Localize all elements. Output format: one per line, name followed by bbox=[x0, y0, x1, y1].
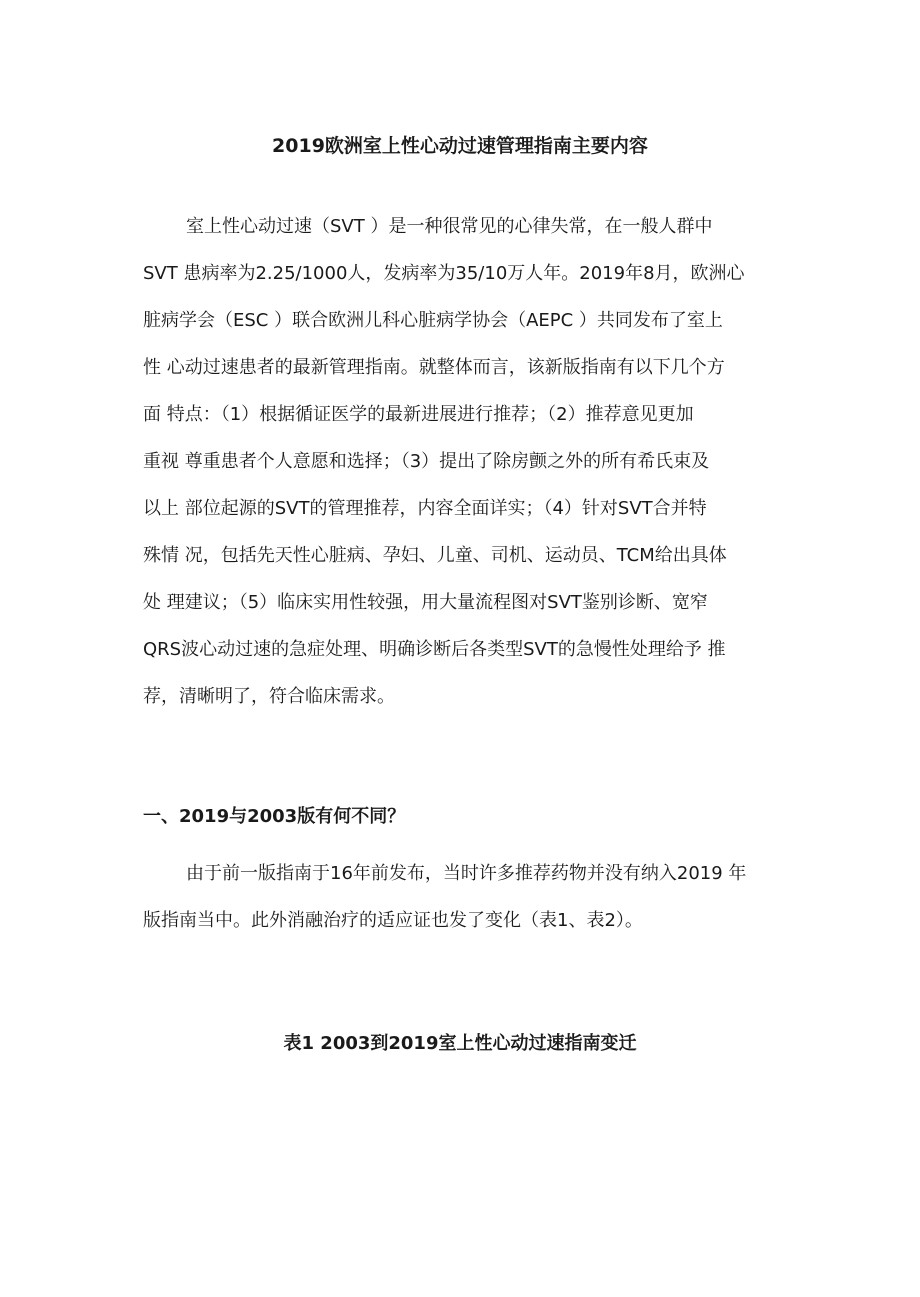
section-paragraph bbox=[143, 850, 783, 944]
paragraph-line: 性 心动过速患者的最新管理指南。就整体而言，该新版指南有以下几个方 bbox=[143, 357, 725, 378]
paragraph-line: 重视 尊重患者个人意愿和选择；（3）提出了除房颤之外的所有希氏束及 bbox=[143, 451, 710, 472]
document-title: 2019欧洲室上性心动过速管理指南主要内容 bbox=[272, 135, 648, 157]
paragraph-line: 殊情 况，包括先天性心脏病、孕妇、儿童、司机、运动员、TCM给出具体 bbox=[143, 545, 727, 566]
paragraph-line: 室上性心动过速（SVT ）是一种很常见的心律失常，在一般人群中 bbox=[186, 216, 713, 237]
paragraph-line: SVT 患病率为2.25/1000人，发病率为35/10万人年。2019年8月，欧洲心 bbox=[143, 263, 745, 284]
paragraph-line: 版指南当中。此外消融治疗的适应证也发了变化（表1、表2）。 bbox=[143, 910, 643, 931]
table-caption: 表1 2003到2019室上性心动过速指南变迁 bbox=[283, 1033, 637, 1054]
section-heading: 一、2019与2003版有何不同？ bbox=[143, 806, 406, 827]
paragraph-line: 处 理建议；（5）临床实用性较强，用大量流程图对SVT鉴别诊断、宽窄 bbox=[143, 592, 708, 613]
paragraph-line: 荐，清晰明了，符合临床需求。 bbox=[143, 686, 395, 707]
paragraph-line: 以上 部位起源的SVT的管理推荐，内容全面详实；（4）针对SVT合并特 bbox=[143, 498, 707, 519]
paragraph-line: 面 特点：（1）根据循证医学的最新进展进行推荐；（2）推荐意见更加 bbox=[143, 404, 694, 425]
intro-paragraph bbox=[143, 203, 783, 720]
paragraph-line: 由于前一版指南于16年前发布，当时许多推荐药物并没有纳入2019 年 bbox=[186, 863, 747, 884]
paragraph-line: 脏病学会（ESC ）联合欧洲儿科心脏病学协会（AEPC ）共同发布了室上 bbox=[143, 310, 723, 331]
paragraph-line: QRS波心动过速的急症处理、明确诊断后各类型SVT的急慢性处理给予 推 bbox=[143, 639, 726, 660]
